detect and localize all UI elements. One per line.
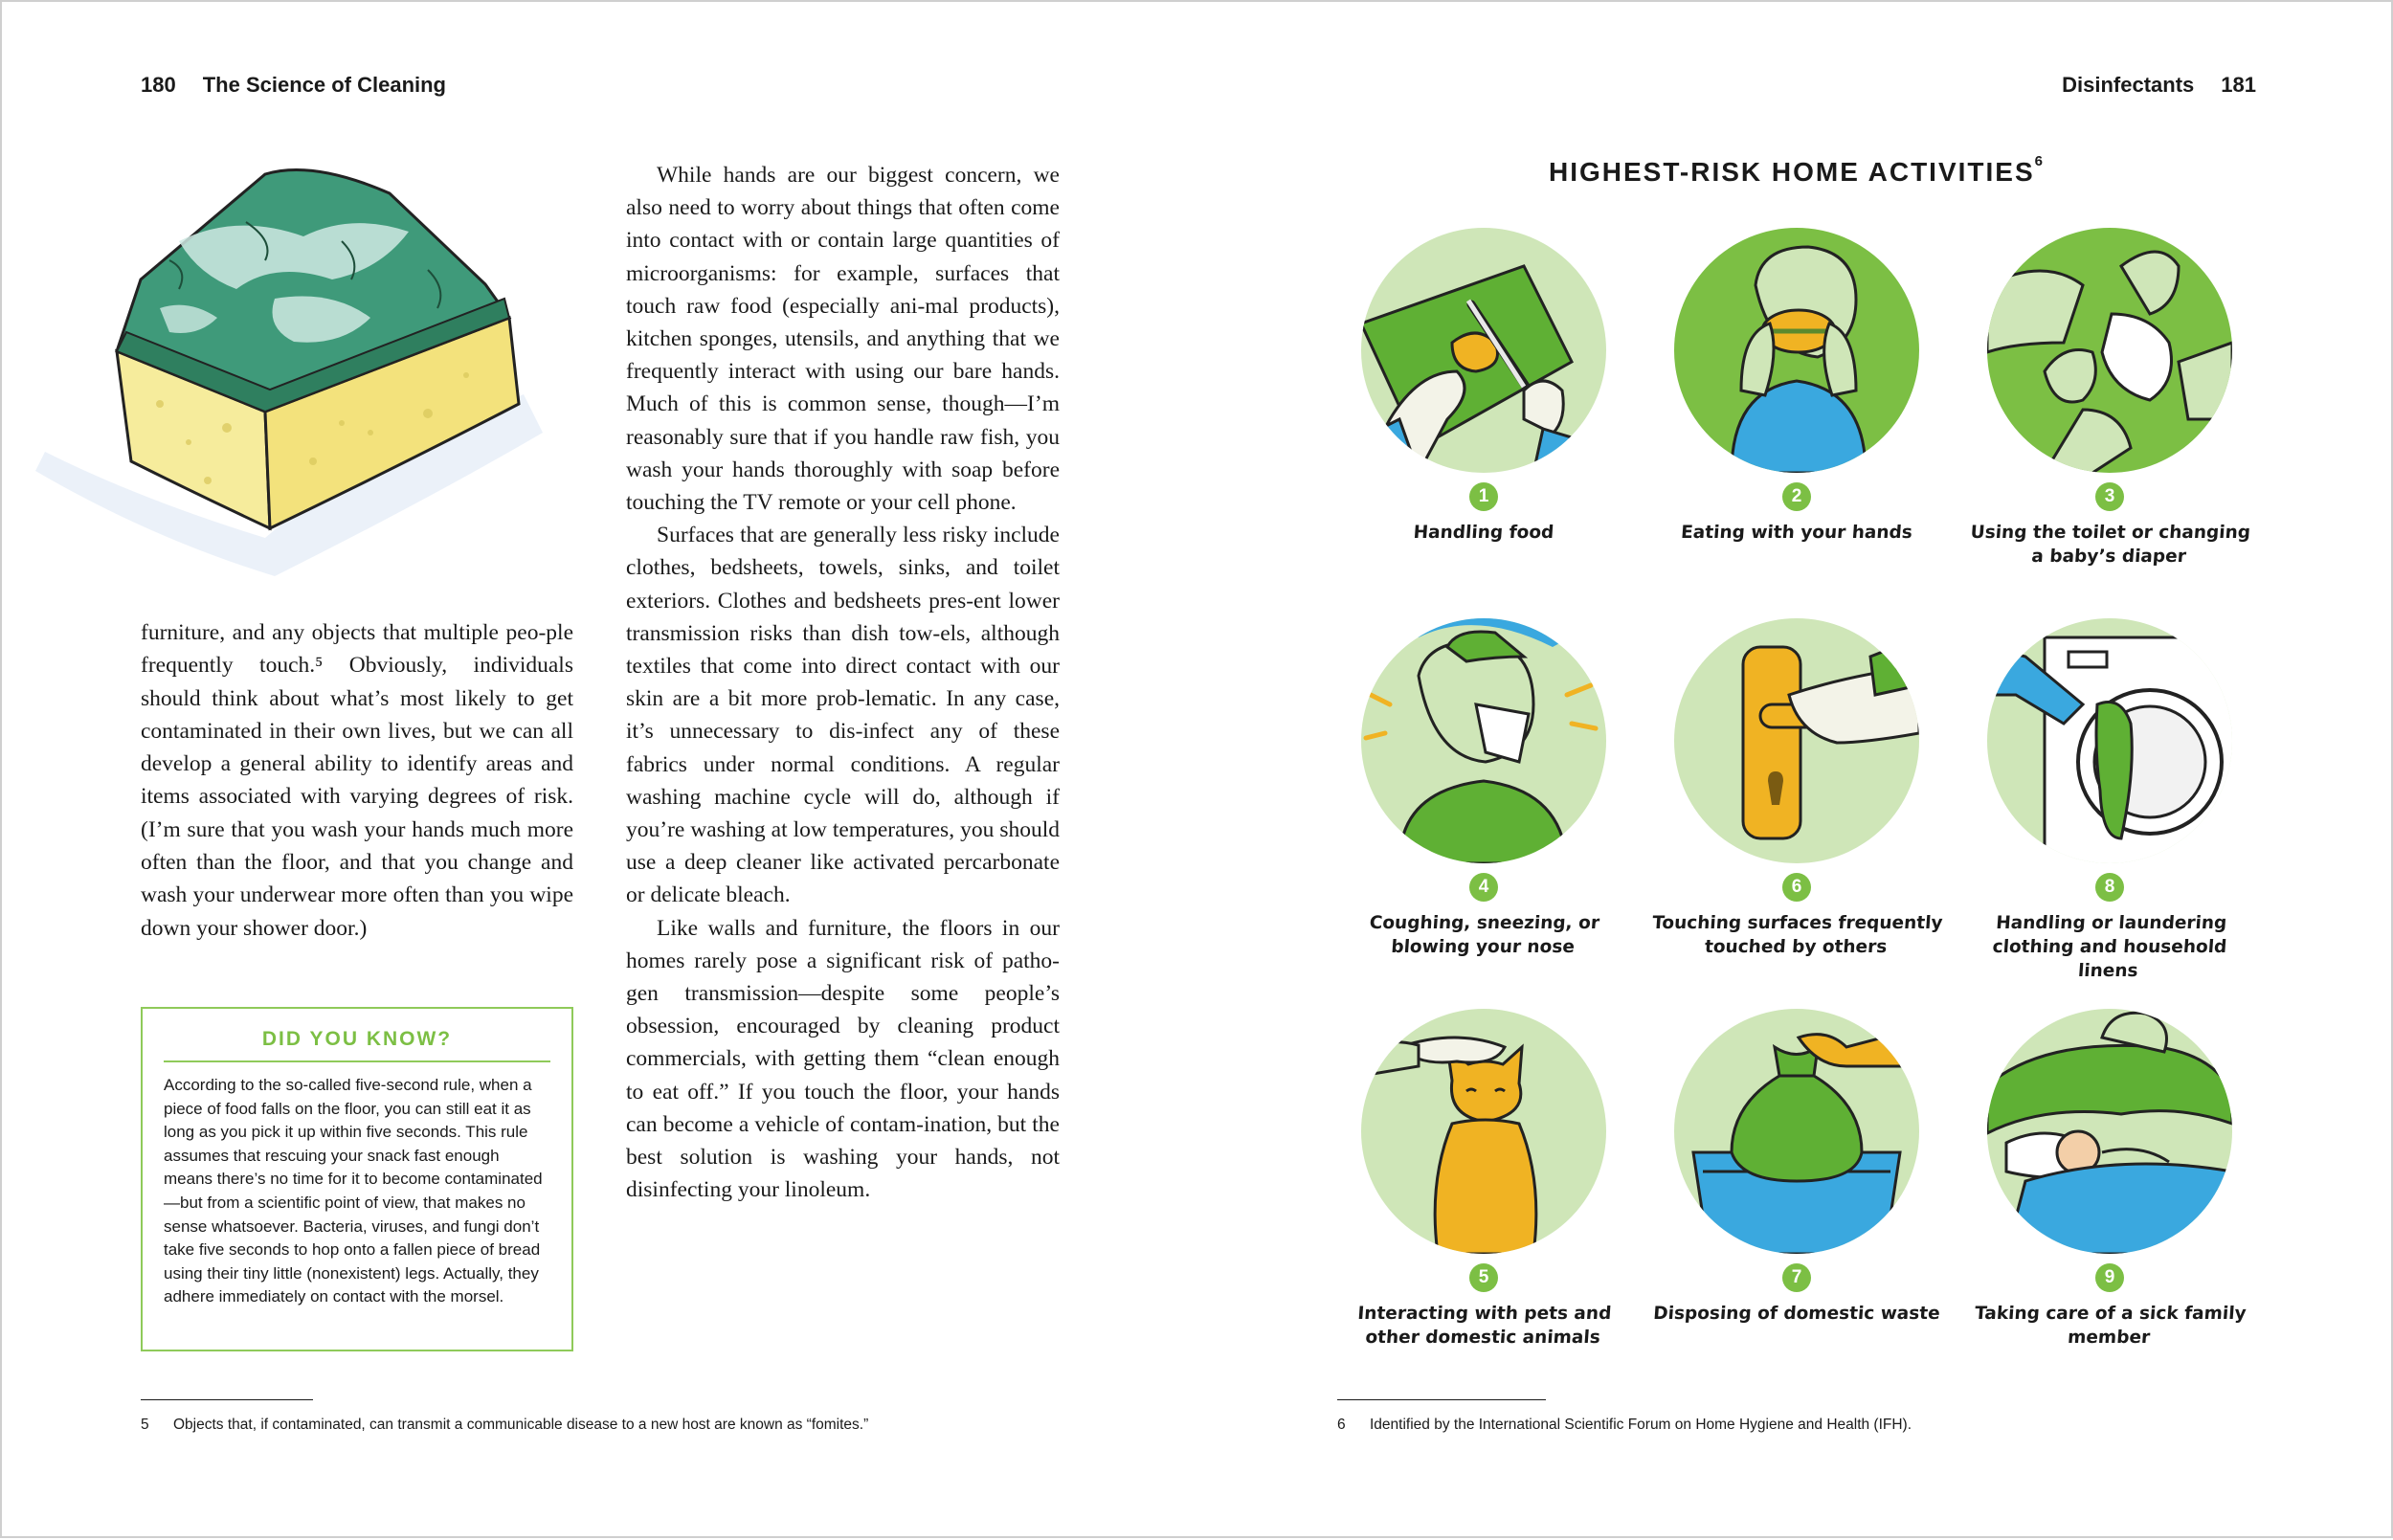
divider — [164, 1060, 550, 1062]
body-column-1 — [141, 616, 573, 945]
activity-tile — [1648, 618, 1945, 957]
activity-tile — [1961, 228, 2258, 567]
trash-bag-icon — [1674, 1009, 1919, 1254]
running-head-title-right: Disinfectants — [2062, 73, 2195, 97]
activity-caption: Touching surfaces frequently touched by others — [1651, 913, 1944, 957]
running-head-right — [2062, 73, 2256, 98]
footnote-right — [1337, 1417, 1912, 1434]
running-head-left — [141, 73, 446, 98]
washing-machine-icon — [1987, 618, 2232, 863]
activity-number: 6 — [1782, 873, 1811, 902]
did-you-know-title: DID YOU KNOW? — [261, 1028, 453, 1050]
left-page — [2, 2, 1198, 1540]
activity-tile — [1648, 1009, 1945, 1334]
activity-caption: Eating with your hands — [1680, 523, 1913, 543]
paragraph: Like walls and furniture, the floors in our homes rarely pose a significant risk of patho-gen transmission—despite some people’s obsession, encouraged by cleaning product commercials, with getting them “clean enough to eat off.” If you touch the floor, your hands can become a vehicle of contam-ination, but the best solution is washing your hands, not disinfecting your linoleum. — [626, 915, 1060, 1203]
activity-caption: Handling or laundering clothing and household linens — [1991, 913, 2228, 981]
page-number-left: 180 — [141, 73, 176, 97]
did-you-know-box — [141, 1007, 573, 1351]
eating-burger-icon — [1674, 228, 1919, 473]
activity-caption: Taking care of a sick family member — [1974, 1304, 2248, 1348]
footnote-rule — [1337, 1399, 1546, 1400]
paragraph: Surfaces that are generally less risky include clothes, bedsheets, towels, sinks, and toilet exteriors. Clothes and bedsheets pres-ent lower transmission risks than dish tow-els, although textiles that come into direct contact with our skin are a bit more prob-lematic. In any case, it’s unnecessary to dis-infect any of these fabrics under normal conditions. A regular washing machine cycle will do, although if you’re washing at low temperatures, you should use a deep cleaner like activated percarbonate or delicate bleach. — [626, 523, 1060, 908]
activity-caption: Handling food — [1412, 523, 1555, 543]
activity-tile — [1961, 1009, 2258, 1348]
door-handle-icon — [1674, 618, 1919, 863]
activity-tile — [1335, 1009, 1632, 1348]
activity-number: 9 — [2095, 1263, 2124, 1292]
right-page — [1198, 2, 2393, 1540]
petting-cat-icon — [1361, 1009, 1606, 1254]
activity-tile — [1961, 618, 2258, 981]
diaper-change-icon — [1987, 228, 2232, 473]
activity-caption: Disposing of domestic waste — [1652, 1304, 1941, 1324]
footnote-left — [141, 1417, 868, 1434]
moldy-sponge-illustration — [26, 155, 562, 595]
did-you-know-body: According to the so-called five-second rule, when a piece of food falls on the floor, you can still eat it as long as you pick it up within five seconds. This rule assumes that rescuing your snack fast enough means there’s no time for it to become contaminated—but from a scientific point of view, that makes no sense whatsoever. Bacteria, viruses, and fungi don’t take five seconds to hop onto a fallen piece of bread using their tiny little (nonexistent) legs. Actually, they adhere immediately on contact with the morsel. — [164, 1076, 543, 1306]
footnote-number: 5 — [141, 1417, 149, 1433]
activity-tile — [1335, 618, 1632, 957]
activity-number: 3 — [2095, 482, 2124, 511]
activity-number: 1 — [1469, 482, 1498, 511]
activity-number: 4 — [1469, 873, 1498, 902]
activity-caption: Using the toilet or changing a baby’s diaper — [1969, 523, 2251, 567]
sneezing-person-icon — [1361, 618, 1606, 863]
activity-caption: Interacting with pets and other domestic animals — [1356, 1304, 1613, 1348]
running-head-title-left: The Science of Cleaning — [202, 73, 446, 97]
footnote-text: Identified by the International Scientific Forum on Home Hygiene and Health (IFH). — [1370, 1417, 1912, 1433]
activity-number: 5 — [1469, 1263, 1498, 1292]
page-number-right: 181 — [2221, 73, 2256, 97]
body-column-2 — [626, 159, 1060, 1207]
graphic-title — [1198, 153, 2393, 188]
activity-tile — [1335, 228, 1632, 553]
cutting-board-knife-icon — [1361, 228, 1606, 473]
footnote-rule — [141, 1399, 313, 1400]
sick-person-care-icon — [1987, 1009, 2232, 1254]
activity-tile — [1648, 228, 1945, 553]
paragraph: furniture, and any objects that multiple peo-ple frequently touch.⁵ Obviously, individuals should think about what’s most likely to get contaminated in their own lives, but we can all develop a general ability to identify areas and items associated with varying degrees of risk. (I’m sure that you wash your hands much more often than the floor, and that you change and wash your underwear more often than you wipe down your shower door.) — [141, 620, 573, 941]
activity-number: 2 — [1782, 482, 1811, 511]
activity-caption: Coughing, sneezing, or blowing your nose — [1369, 913, 1600, 957]
footnote-number: 6 — [1337, 1417, 1346, 1433]
paragraph: While hands are our biggest concern, we also need to worry about things that often come into contact with or contain large quantities of microorganisms: for example, surfaces that touch raw food (especially ani-mal products), kitchen sponges, utensils, and anything that we frequently interact with using our bare hands. Much of this is common sense, though—I’m reasonably sure that if you handle raw fish, you wash your hands thoroughly with soap before touching the TV remote or your cell phone. — [626, 163, 1060, 516]
graphic-title-text: HIGHEST-RISK HOME ACTIVITIES — [1548, 157, 2035, 187]
graphic-title-note: 6 — [2034, 153, 2045, 169]
activity-number: 7 — [1782, 1263, 1811, 1292]
activity-number: 8 — [2095, 873, 2124, 902]
footnote-text: Objects that, if contaminated, can transmit a communicable disease to a new host are known as “fomites.” — [173, 1417, 869, 1433]
